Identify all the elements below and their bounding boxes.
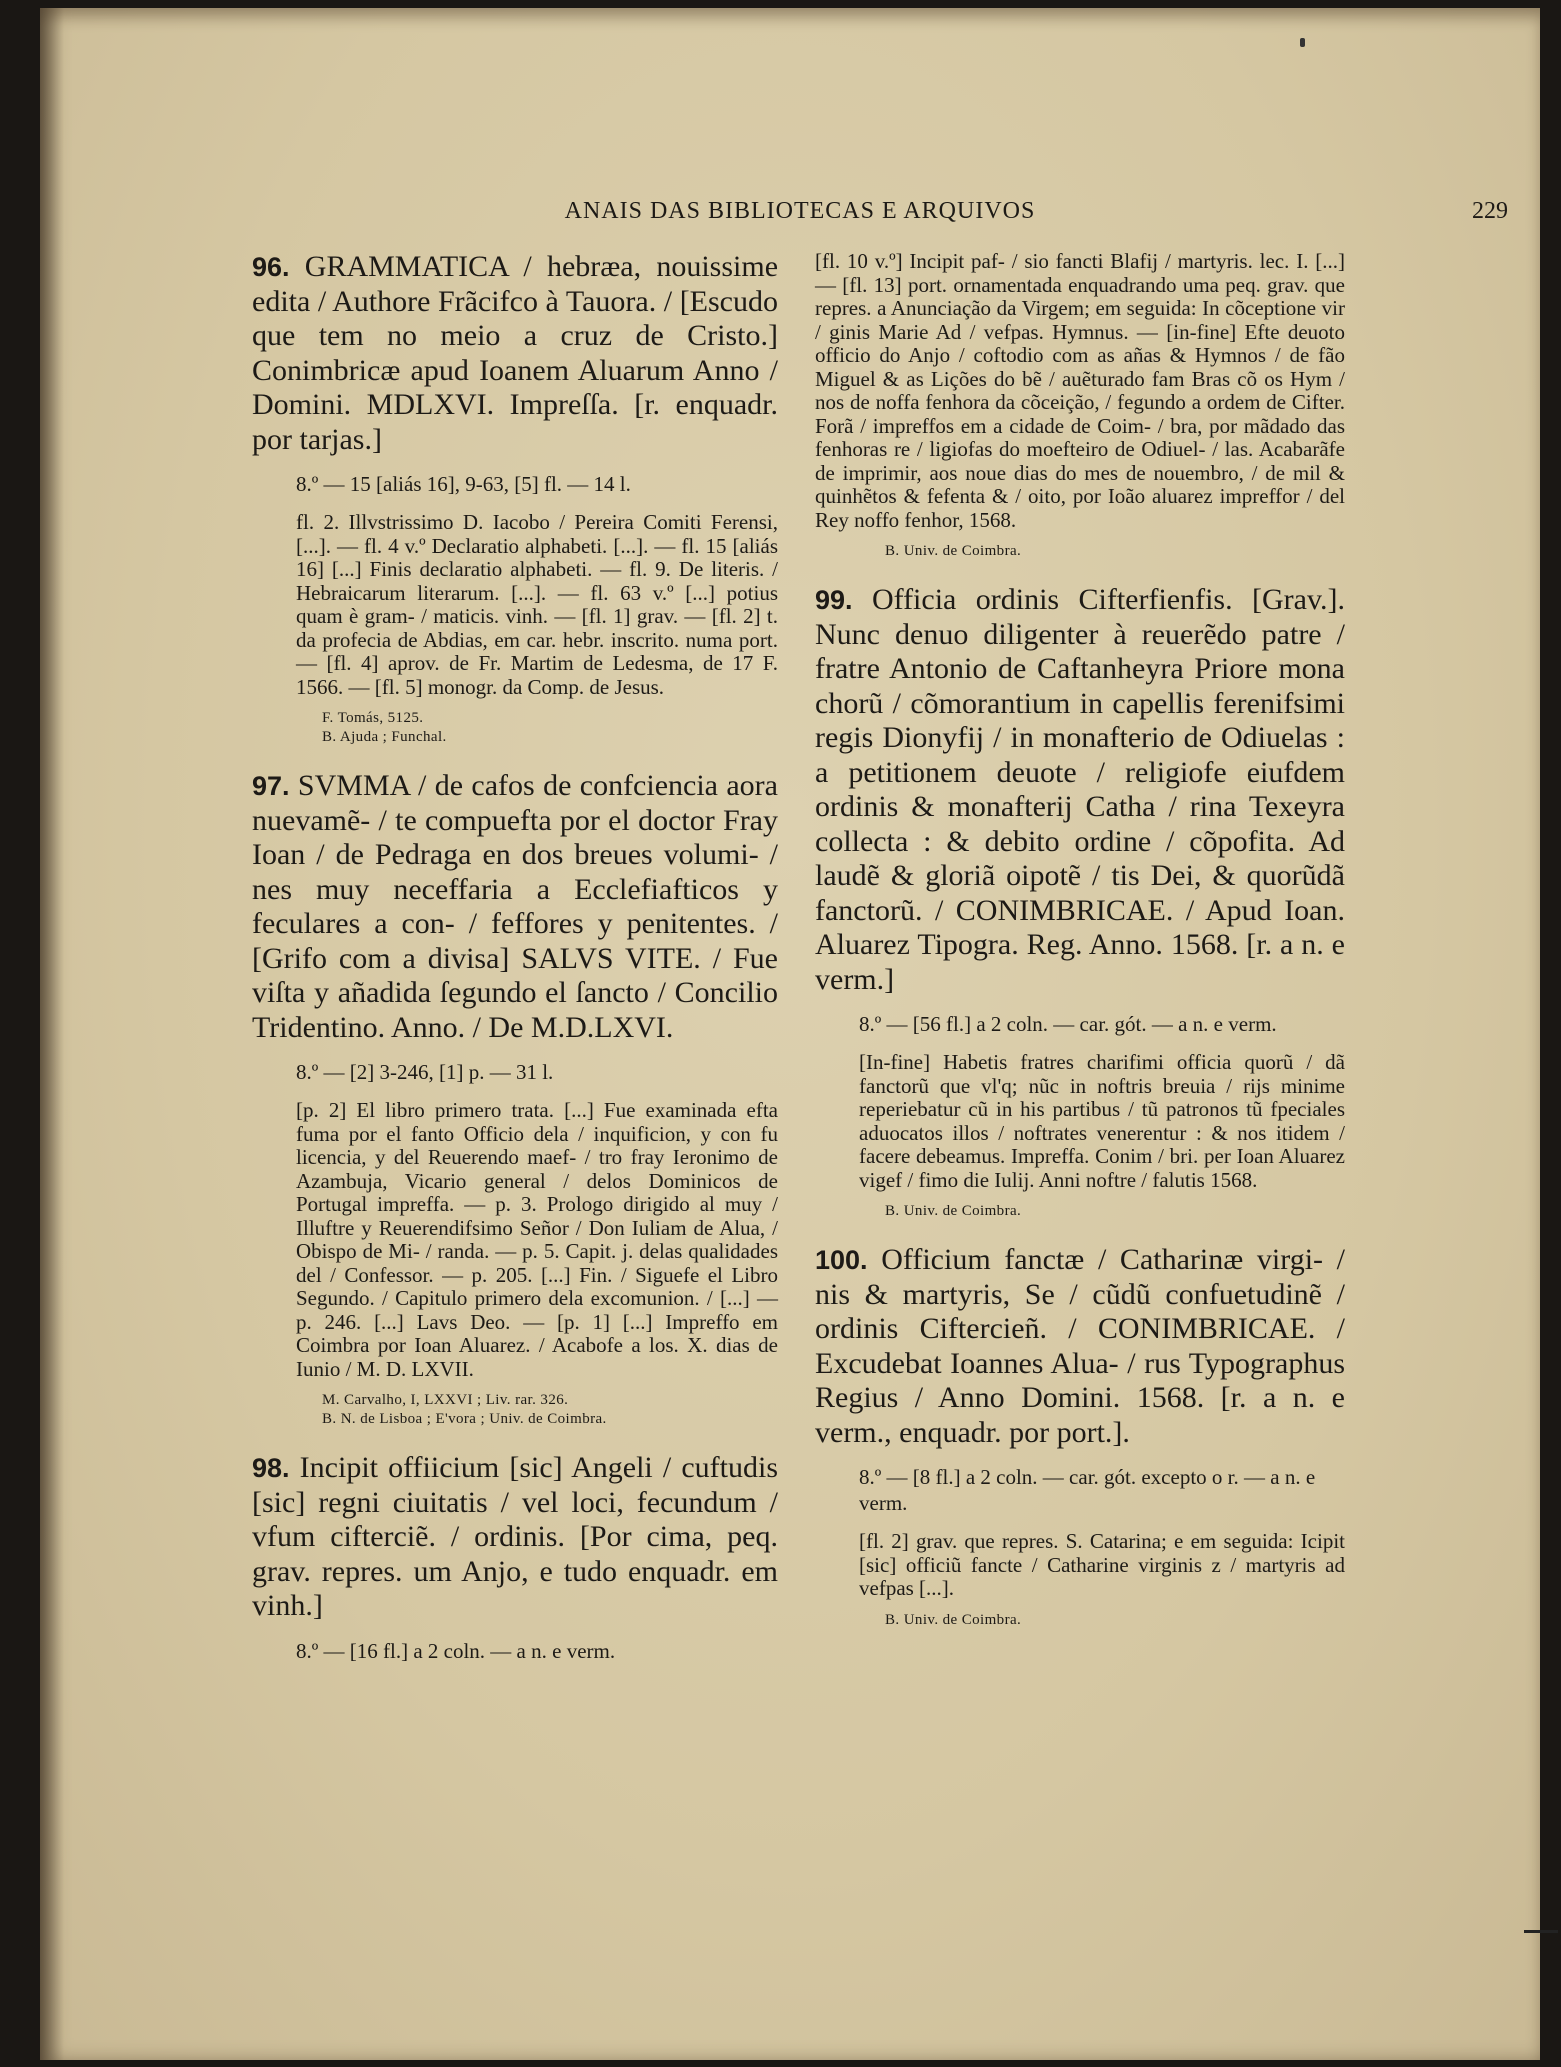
- entry-number: 99.: [815, 585, 853, 615]
- entry-notes: [fl. 2] grav. que repres. S. Catarina; e em seguida: Icipit [sic] officiũ fancte / Catharine virginis z / martyris ad vefpas [...].: [859, 1529, 1345, 1600]
- book-page: [40, 8, 1540, 2060]
- entry-collation: 8.º — [2] 3-246, [1] p. — 31 l.: [296, 1060, 554, 1084]
- reference-line: B. Univ. de Coimbra.: [885, 1203, 1022, 1219]
- left-column: [252, 250, 778, 1686]
- entry-96: [252, 250, 778, 747]
- entry-collation: 8.º — [16 fl.] a 2 coln. — a n. e verm.: [296, 1638, 616, 1663]
- entry-number: 97.: [252, 771, 290, 801]
- page-number: 229: [1472, 198, 1508, 224]
- entry-number: 98.: [252, 1453, 290, 1483]
- right-column: [815, 250, 1345, 1652]
- entry-references: [885, 1202, 1345, 1221]
- page-gutter-shadow: [40, 8, 64, 2060]
- entry-references: [322, 709, 778, 747]
- entry-collation: 8.º — 15 [aliás 16], 9-63, [5] fl. — 14 l.: [296, 472, 631, 496]
- entry-heading: [252, 769, 778, 1045]
- entry-title: Incipit offiicium [sic] Angeli / cuftudis [sic] regni ciuitatis / vel loci, fecundum / vfum cifterciẽ. / ordinis. [Por cima, peq. grav. repres. um Anjo, e tudo enquadr. em vinh.]: [252, 1451, 778, 1622]
- entry-references: [885, 1611, 1345, 1630]
- entry-references: [322, 1391, 778, 1429]
- entry-title: Officium fanctæ / Catharinæ virgi- / nis & martyris, Se / cũdũ confuetudinẽ / ordinis Ciftercieñ. / CONIMBRICAE. / Excudebat Ioannes Alua- / rus Typographus Regius / Anno Domini. 1568. [r. a n. e verm., enquadr. por port.].: [815, 1243, 1346, 1449]
- entry-title: SVMMA / de cafos de confciencia aora nuevamẽ- / te compuefta por el doctor Fray Ioan / de Pedraga en dos breues volumi- / nes muy neceffaria a Ecclefiafticos y feculares a con- / feffores y penitentes. / [Grifo com a divisa] SALVS VITE. / Fue viſta y añadida ſegundo el ſancto / Concilio Tridentino. Anno. / De M.D.LXVI.: [252, 769, 778, 1044]
- entry-97: [252, 769, 778, 1429]
- reference-line: F. Tomás, 5125.: [322, 710, 424, 726]
- entry-heading: [815, 1243, 1345, 1450]
- entry-100: [815, 1243, 1345, 1630]
- entry-collation: 8.º — [56 fl.] a 2 coln. — car. gót. — a n. e verm.: [859, 1012, 1277, 1036]
- entry-heading: [815, 583, 1345, 997]
- entry-heading: [252, 1451, 778, 1624]
- reference-line: B. Ajuda ; Funchal.: [322, 729, 447, 745]
- entry-98: [252, 1451, 778, 1664]
- reference-line: B. N. de Lisboa ; E'vora ; Univ. de Coimbra.: [322, 1411, 607, 1427]
- reference-line: B. Univ. de Coimbra.: [885, 543, 1022, 559]
- entry-notes: fl. 2. Illvstrissimo D. Iacobo / Pereira Comiti Ferensi, [...]. — fl. 4 v.º Declaratio alphabeti. [...]. — fl. 15 [aliás 16] [...] Finis declaratio alphabeti. — fl. 9. De literis. / Hebraicarum literarum. [...]. — fl. 63 v.º [...] potius quam è gram- / maticis. vinh. — [fl. 1] grav. — [fl. 2] t. da profecia de Abdias, em car. hebr. inscrito. numa port. — [fl. 4] aprov. de Fr. Martim de Ledesma, de 17 F. 1566. — [fl. 5] monogr. da Comp. de Jesus.: [296, 510, 778, 699]
- scan-edge-mark: [1524, 1930, 1558, 1933]
- entry-references: [885, 542, 1345, 561]
- entry-number: 96.: [252, 252, 290, 282]
- entry-title: GRAMMATICA / hebræa, nouissime edita / Authore Frãcifco à Tauora. / [Escudo que tem no meio a cruz de Cristo.] Conimbricæ apud Ioanem Aluarum Anno / Domini. MDLXVI. Impreſſa. [r. enquadr. por tarjas.]: [252, 250, 779, 456]
- entry-notes: [p. 2] El libro primero trata. [...] Fue examinada efta fuma por el fanto Officio dela / inquificion, y con fu licencia, y del Reuerendo maef- / tro fray Ieronimo de Azambuja, Vicario general / delos Dominicos de Portugal impreffa. — p. 3. Prologo dirigido al muy / Illuftre y Reuerendifsimo Señor / Don Iuliam de Alua, / Obispo de Mi- / randa. — p. 5. Capit. j. delas qualidades del / Confessor. — p. 205. [...] Fin. / Siguefe el Libro Segundo. / Capitulo primero dela excomunion. / [...] — p. 246. [...] Lavs Deo. — [p. 1] [...] Impreffo em Coimbra por Ioan Aluarez. / Acabofe a los. X. dias de Iunio / M. D. LXVII.: [296, 1098, 778, 1381]
- entry-99: [815, 583, 1345, 1221]
- entry-98-continued: [815, 250, 1345, 561]
- entry-title: Officia ordinis Cifterfienfis. [Grav.]. Nunc denuo diligenter à reuerẽdo patre / fratre Antonio de Caftanheyra Priore mona chorũ / cõmorantium in capellis ferenifsimi regis Dionyfij / in monafterio de Odiuelas : a petitionem deuote / religiofe eiufdem ordinis & monafterij Catha / rina Texeyra collecta : & debito ordine / cõpofita. Ad laudẽ & gloriã oipotẽ / tis Dei, & quorũdã fanctorũ. / CONIMBRICAE. / Apud Ioan. Aluarez Tipogra. Reg. Anno. 1568. [r. a n. e verm.]: [815, 583, 1346, 996]
- running-head: ANAIS DAS BIBLIOTECAS E ARQUIVOS: [564, 198, 1036, 224]
- reference-line: M. Carvalho, I, LXXVI ; Liv. rar. 326.: [322, 1392, 569, 1408]
- entry-heading: [252, 250, 778, 457]
- entry-collation: 8.º — [8 fl.] a 2 coln. — car. gót. excepto o r. — a n. e verm.: [859, 1465, 1316, 1515]
- scan-speck: [1300, 38, 1305, 47]
- entry-notes: [In-fine] Habetis fratres charifimi officia quorũ / dã fanctorũ que vl'q; nũc in noftris breuia / rijs minime reperiebatur cũ in his partibus / tũ patronos tũ fpeciales aduocatos illos / noftrates venerentur : & nos itidem / facere debeamus. Impreffa. Conim / bri. per Ioan Aluarez vigef / fimo die Iulij. Anni noftre / falutis 1568.: [859, 1050, 1345, 1192]
- reference-line: B. Univ. de Coimbra.: [885, 1611, 1022, 1628]
- entry-number: 100.: [815, 1245, 868, 1275]
- entry-notes: [fl. 10 v.º] Incipit paf- / sio fancti Blafij / martyris. lec. I. [...] — [fl. 13] port. ornamentada enquadrando uma peq. grav. que repres. a Anunciação da Virgem; em seguida: In cõceptione vir / ginis Marie Ad / vefpas. Hymnus. — [in-fine] Efte deuoto officio do Anjo / coftodio com as añas & Hymnos / de fão Miguel & as Lições do bẽ / auẽturado fam Bras cõ os Hym / nos de noffa fenhora da cõceição, / fegundo a ordem de Cifter. Forã / impreffos em a cidade de Coim- / bra, por mãdado das fenhoras re / ligiofas do moefteiro de Odiuel- / las. Acabarãfe de imprimir, aos noue dias do mes de nouembro, / de mil & quinhẽtos & fefenta & / oito, por Ioão aluarez impreffor / del Rey noffo fenhor, 1568.: [815, 249, 1345, 532]
